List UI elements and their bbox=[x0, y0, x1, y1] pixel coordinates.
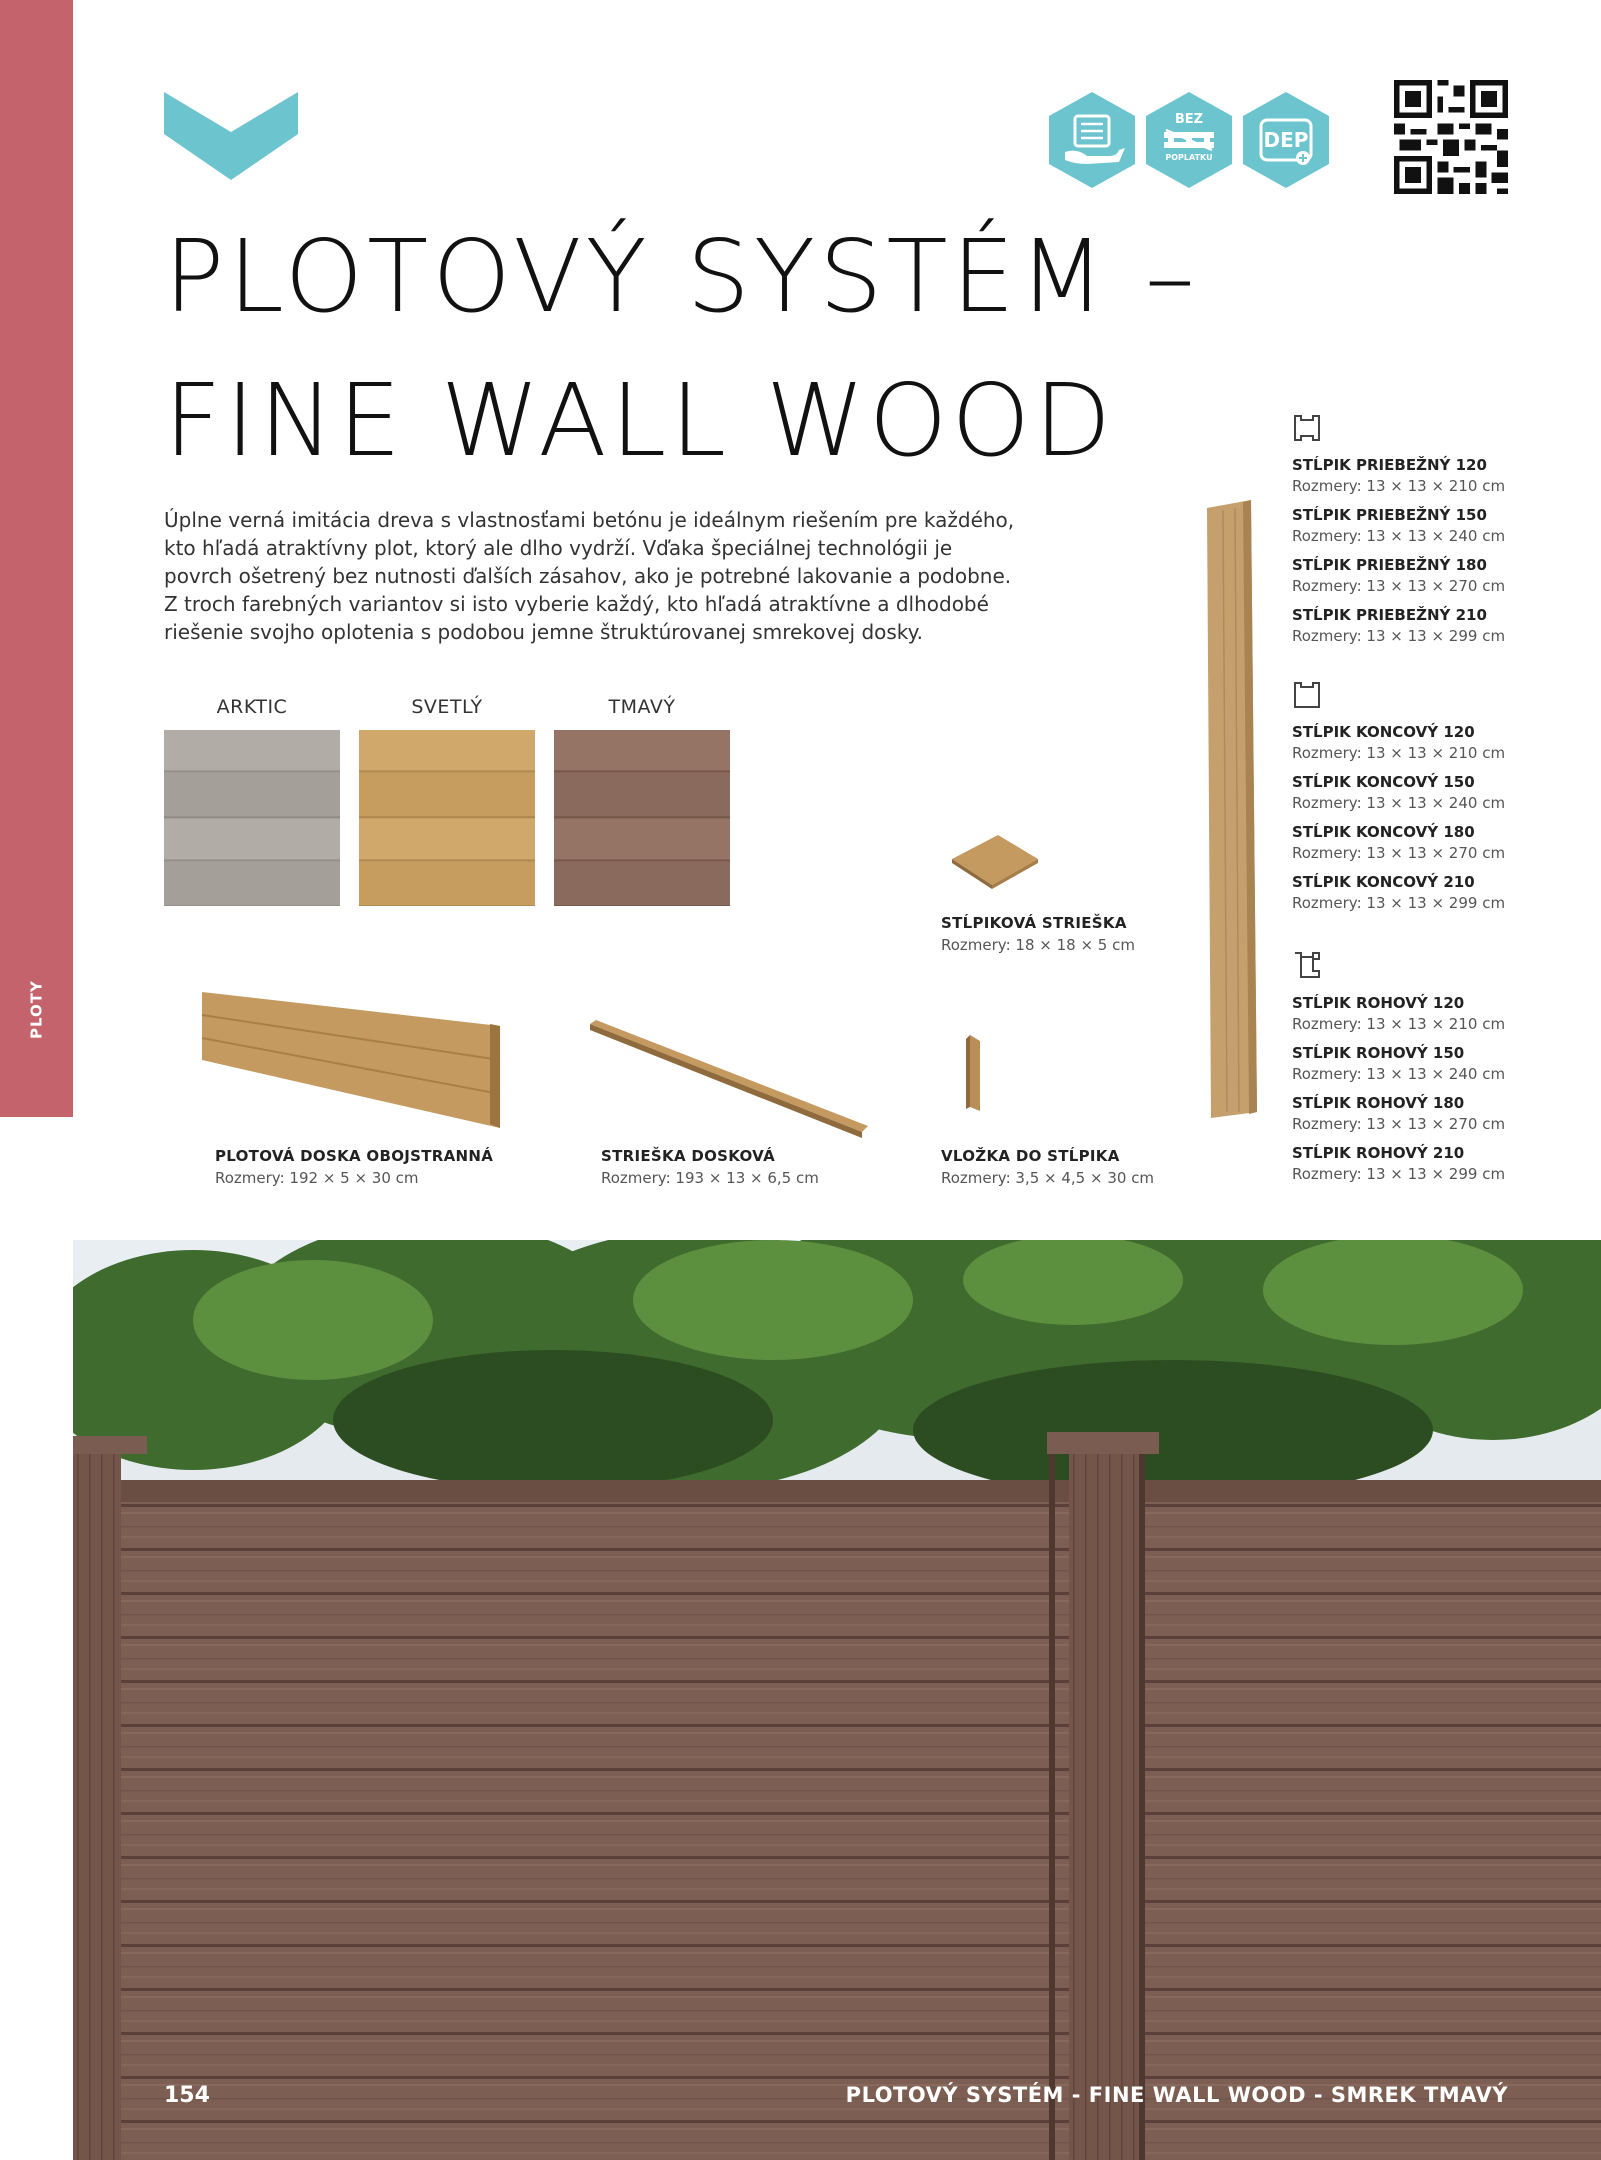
post-through-120-name: STĹPIK PRIEBEŽNÝ 120 bbox=[1292, 456, 1487, 474]
post-end-180-dims: Rozmery: 13 × 13 × 270 cm bbox=[1292, 844, 1506, 862]
photo-caption: PLOTOVÝ SYSTÉM - FINE WALL WOOD - SMREK TMAVÝ bbox=[845, 2083, 1508, 2107]
chevron-logo-icon bbox=[164, 92, 298, 182]
fence-board-image bbox=[200, 990, 502, 1130]
post-corner-120-name: STĹPIK ROHOVÝ 120 bbox=[1292, 994, 1465, 1012]
page-number: 154 bbox=[164, 2083, 210, 2108]
post-through-150-name: STĹPIK PRIEBEŽNÝ 150 bbox=[1292, 506, 1487, 524]
post-through-210-dims: Rozmery: 13 × 13 × 299 cm bbox=[1292, 627, 1506, 645]
badge-bez-text: BEZ bbox=[1174, 112, 1204, 127]
post-cap-dims: Rozmery: 18 × 18 × 5 cm bbox=[941, 936, 1135, 954]
through-post-icon bbox=[1293, 414, 1321, 442]
fence-post-image bbox=[1205, 500, 1261, 1118]
post-through-180-dims: Rozmery: 13 × 13 × 270 cm bbox=[1292, 577, 1506, 595]
badge-dep-text: DEP bbox=[1263, 128, 1309, 152]
post-corner-210-dims: Rozmery: 13 × 13 × 299 cm bbox=[1292, 1165, 1506, 1183]
post-end-120-name: STĹPIK KONCOVÝ 120 bbox=[1292, 723, 1475, 741]
post-end-150-dims: Rozmery: 13 × 13 × 240 cm bbox=[1292, 794, 1506, 812]
post-through-150-dims: Rozmery: 13 × 13 × 240 cm bbox=[1292, 527, 1506, 545]
post-end-180-name: STĹPIK KONCOVÝ 180 bbox=[1292, 823, 1475, 841]
fence-board-dims: Rozmery: 192 × 5 × 30 cm bbox=[215, 1169, 419, 1187]
post-corner-150-name: STĹPIK ROHOVÝ 150 bbox=[1292, 1044, 1465, 1062]
side-tab-label: PLOTY bbox=[27, 980, 46, 1040]
delivery-hand-badge-icon bbox=[1047, 90, 1137, 190]
corner-post-icon bbox=[1293, 951, 1321, 979]
swatch-label-arktic: ARKTIC bbox=[216, 696, 288, 718]
swatch-arktic bbox=[164, 730, 340, 906]
post-end-120-dims: Rozmery: 13 × 13 × 210 cm bbox=[1292, 744, 1506, 762]
board-cap-image bbox=[588, 1020, 870, 1140]
pallet-badge-icon bbox=[1144, 90, 1234, 190]
badge-poplatku-text: POPLATKU bbox=[1165, 153, 1213, 162]
swatch-label-tmavy: TMAVÝ bbox=[608, 696, 676, 718]
post-cap-name: STĹPIKOVÁ STRIEŠKA bbox=[941, 914, 1127, 932]
post-through-180-name: STĹPIK PRIEBEŽNÝ 180 bbox=[1292, 556, 1487, 574]
end-post-icon bbox=[1293, 681, 1321, 709]
post-insert-image bbox=[964, 1035, 984, 1113]
intro-paragraph: Úplne verná imitácia dreva s vlastnosťami betónu je ideálnym riešením pre každého, kto hľadá atraktívny plot, ktorý ale dlho vydrží. Vďaka špeciálnej technológii je povrch ošetrený bez nutnosti ďalších zásahov, ako je potrebné lakovanie a podobne. Z troch farebných variantov si isto vyberie každý, kto hľadá atraktívne a dlhodobé riešenie svojho oplotenia s podobou jemne štruktúrovanej smrekovej dosky. bbox=[164, 508, 1015, 644]
post-corner-180-name: STĹPIK ROHOVÝ 180 bbox=[1292, 1094, 1465, 1112]
post-corner-180-dims: Rozmery: 13 × 13 × 270 cm bbox=[1292, 1115, 1506, 1133]
board-cap-dims: Rozmery: 193 × 13 × 6,5 cm bbox=[601, 1169, 819, 1187]
swatch-svetly bbox=[359, 730, 535, 906]
post-through-210-name: STĹPIK PRIEBEŽNÝ 210 bbox=[1292, 606, 1487, 624]
post-end-150-name: STĹPIK KONCOVÝ 150 bbox=[1292, 773, 1475, 791]
post-corner-150-dims: Rozmery: 13 × 13 × 240 cm bbox=[1292, 1065, 1506, 1083]
page-title-line-2: FINE WALL WOOD bbox=[164, 362, 1116, 479]
swatch-tmavy bbox=[554, 730, 730, 906]
qr-code-icon[interactable] bbox=[1394, 80, 1508, 194]
post-end-210-name: STĹPIK KONCOVÝ 210 bbox=[1292, 873, 1475, 891]
post-corner-120-dims: Rozmery: 13 × 13 × 210 cm bbox=[1292, 1015, 1506, 1033]
no-fee-pallet-badge bbox=[1144, 90, 1234, 190]
fence-board-name: PLOTOVÁ DOSKA OBOJSTRANNÁ bbox=[215, 1147, 494, 1165]
post-through-120-dims: Rozmery: 13 × 13 × 210 cm bbox=[1292, 477, 1506, 495]
board-cap-name: STRIEŠKA DOSKOVÁ bbox=[601, 1147, 775, 1165]
post-end-210-dims: Rozmery: 13 × 13 × 299 cm bbox=[1292, 894, 1506, 912]
post-cap-image bbox=[950, 833, 1040, 889]
fence-photo bbox=[73, 1240, 1601, 2160]
post-insert-name: VLOŽKA DO STĹPIKA bbox=[941, 1147, 1120, 1165]
post-corner-210-name: STĹPIK ROHOVÝ 210 bbox=[1292, 1144, 1465, 1162]
page-title-line-1: PLOTOVÝ SYSTÉM – bbox=[164, 218, 1199, 335]
swatch-label-svetly: SVETLÝ bbox=[411, 696, 483, 718]
post-insert-dims: Rozmery: 3,5 × 4,5 × 30 cm bbox=[941, 1169, 1155, 1187]
dep-badge bbox=[1241, 90, 1331, 190]
side-tab bbox=[0, 0, 73, 1117]
